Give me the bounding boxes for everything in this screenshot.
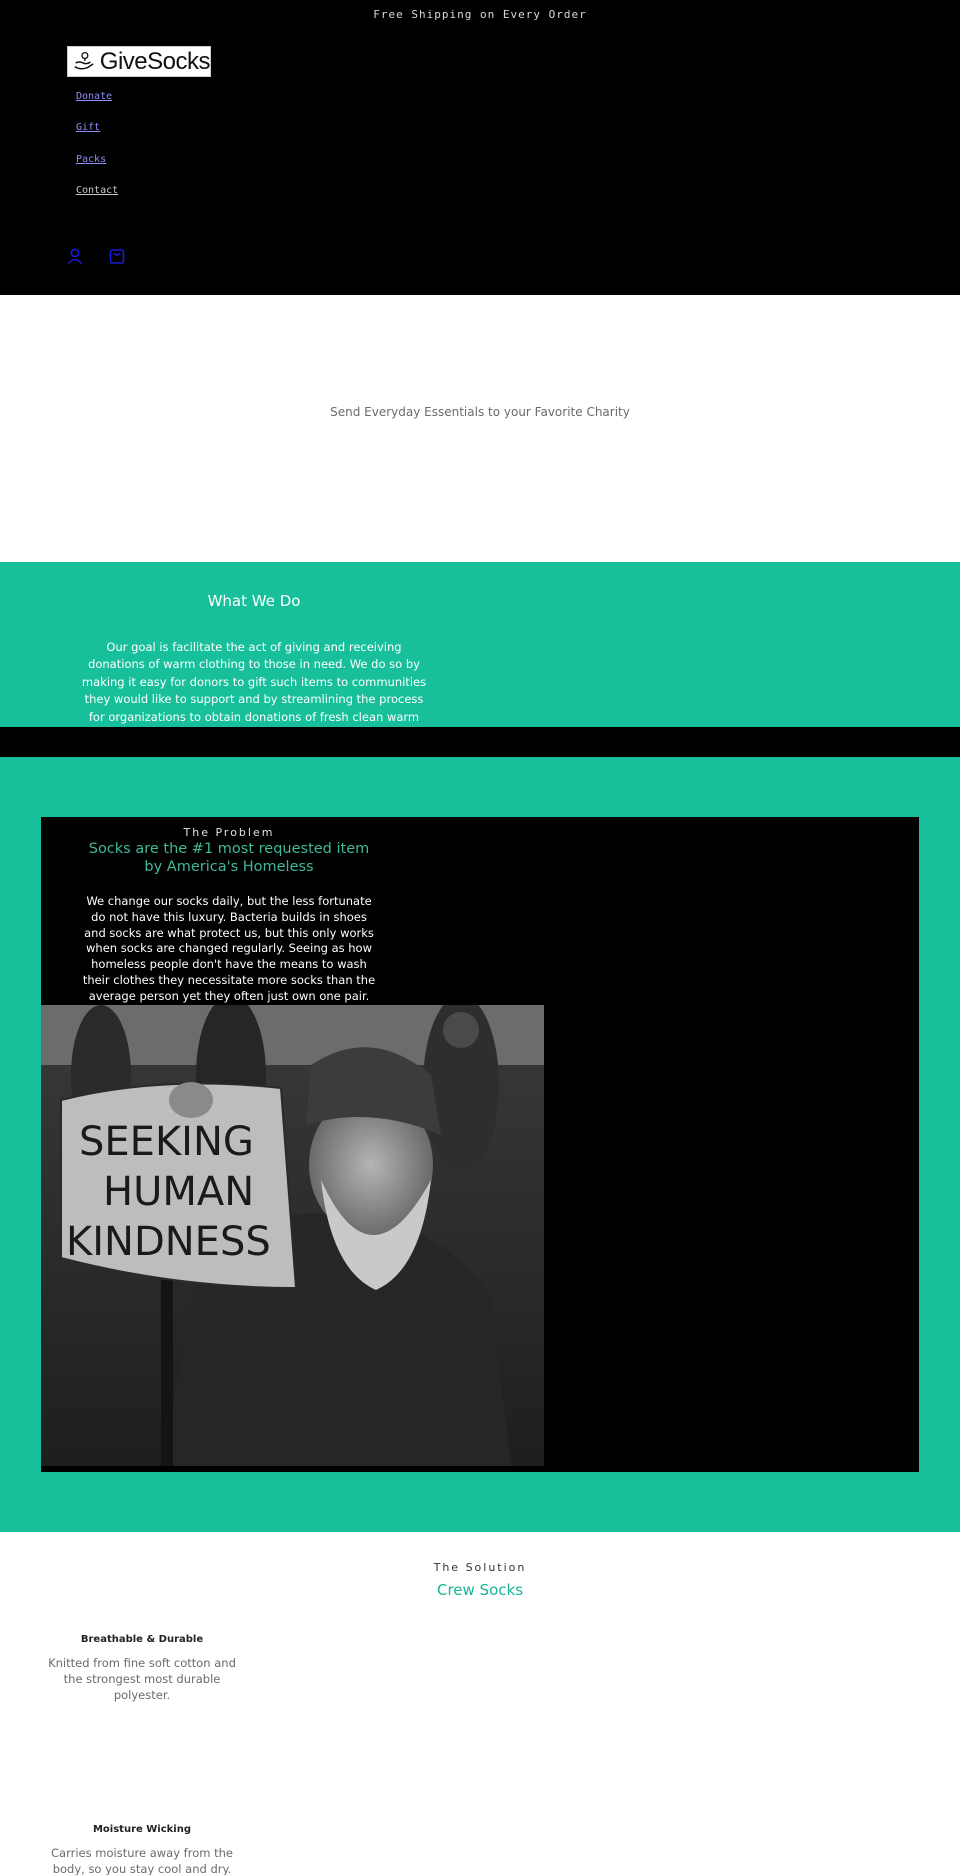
sign-line-2: HUMAN	[103, 1169, 255, 1215]
problem-body: We change our socks daily, but the less fortunate do not have this luxury. Bacteria builds in shoes and socks are what protect us, but this only works when socks are changed regularly. Seeing as how homeless people don't have the means to wash their clothes they necessitate more socks than the average person yet they often just own one pair.	[82, 894, 376, 1003]
solution-section	[0, 1532, 960, 1875]
hero-section	[0, 295, 960, 562]
sign-line-1: SEEKING	[79, 1119, 254, 1165]
problem-eyebrow: The Problem	[183, 826, 275, 839]
nav-contact[interactable]: Contact	[76, 185, 119, 196]
feature-body-moisture: Carries moisture away from the body, so you stay cool and dry.	[51, 1846, 233, 1875]
solution-eyebrow: The Solution	[433, 1561, 527, 1574]
photo-illustration	[41, 1005, 544, 1466]
feature-body-breathable: Knitted from fine soft cotton and the strongest most durable polyester.	[48, 1656, 236, 1702]
problem-title: Socks are the #1 most requested item by America's Homeless	[88, 841, 370, 875]
what-we-do-title: What We Do	[207, 592, 301, 610]
problem-section	[0, 757, 960, 1532]
feature-title-moisture: Moisture Wicking	[92, 1824, 192, 1835]
what-we-do-body: Our goal is facilitate the act of giving and receiving donations of warm clothing to those in need. We do so by making it easy for donors to gift such items to communities they would like to support and by streamlining the process for organizations to obtain donations of fresh clean warm	[81, 640, 427, 724]
nav-packs[interactable]: Packs	[76, 154, 107, 165]
cart-icon[interactable]	[108, 247, 126, 265]
what-we-do-section	[0, 562, 960, 727]
hands-logo-icon	[72, 49, 98, 75]
problem-card	[41, 817, 919, 1472]
sign-line-3: KINDNESS	[66, 1219, 271, 1265]
homeless-man-photo	[41, 1005, 544, 1466]
logo-text: GiveSocks	[99, 47, 210, 75]
nav-gift[interactable]: Gift	[76, 122, 101, 133]
site-logo[interactable]	[67, 46, 211, 77]
section-divider	[0, 727, 960, 757]
nav-donate[interactable]: Donate	[76, 91, 113, 102]
feature-title-breathable: Breathable & Durable	[80, 1634, 204, 1645]
solution-title: Crew Socks	[436, 1581, 524, 1599]
account-icon[interactable]	[66, 247, 84, 265]
hero-tagline: Send Everyday Essentials to your Favorite Charity	[330, 405, 630, 419]
announcement-bar: Free Shipping on Every Order	[373, 8, 587, 21]
site-header	[0, 0, 960, 295]
